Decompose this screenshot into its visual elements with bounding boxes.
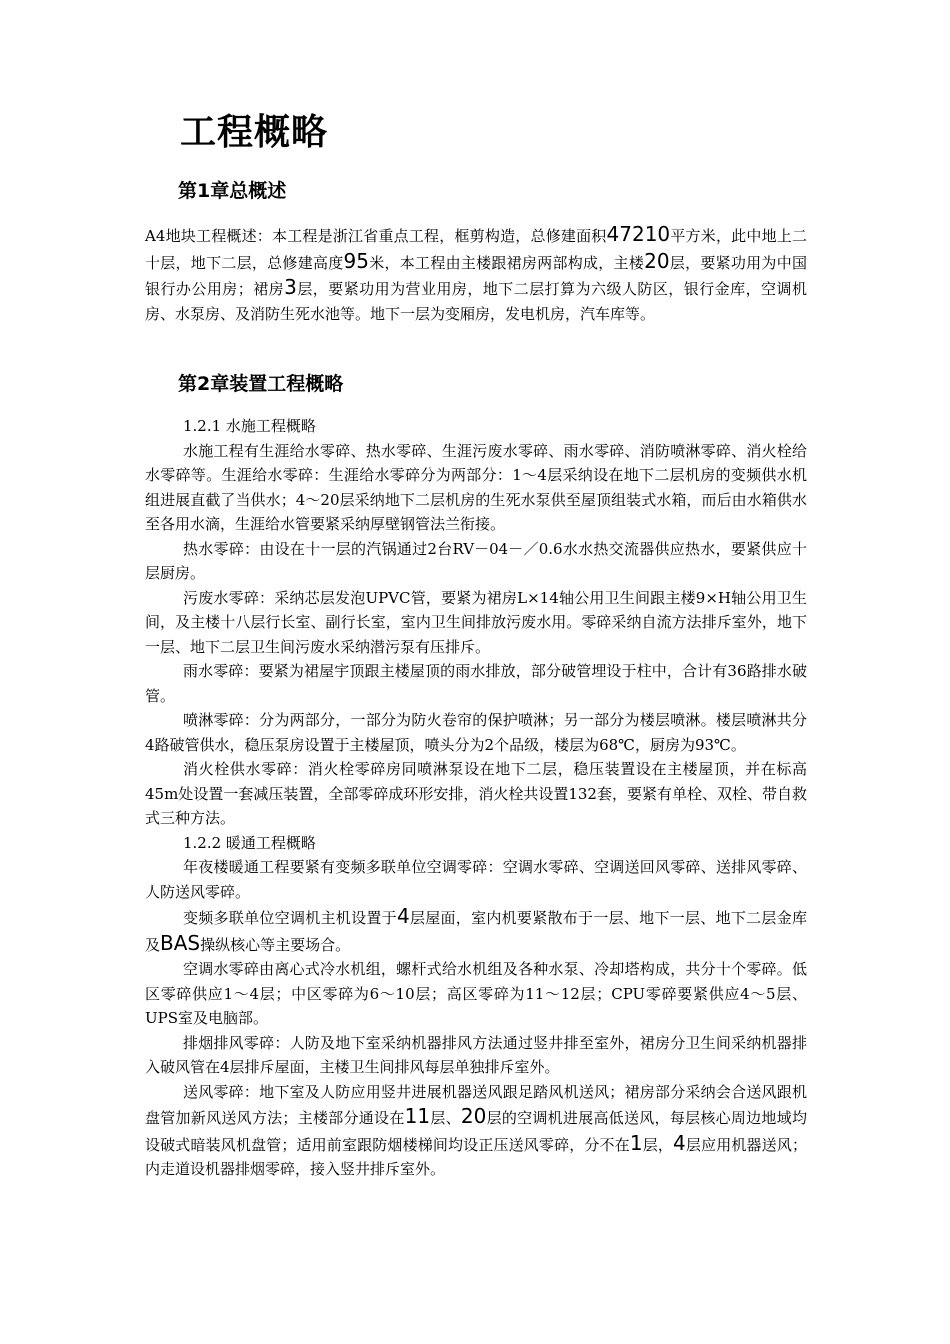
overview-text-2: 平方米，此中地上二十层，地下二层，总修建高度 xyxy=(145,227,807,272)
water-paragraph-6: 消火栓供水零碎：消火栓零碎房同喷淋泵设在地下二层，稳压装置设在主楼屋顶，并在标高45m处设置一套减压装置，全部零碎成环形安排，消火栓共设置132套，要紧有单栓、双栓、带自救式三种方法。 xyxy=(145,760,807,827)
overview-text-3: 米，本工程由主楼跟裙房两部构成，主楼 xyxy=(368,253,645,272)
hvac-2-text-a: 变频多联单位空调机主机设置于 xyxy=(183,909,397,927)
water-paragraph-2: 热水零碎：由设在十一层的汽锅通过2台RV－04－／0.6水水热交流器供应热水，要紧供应十层厨房。 xyxy=(145,539,807,582)
overview-area: 47210 xyxy=(606,222,671,246)
water-section-title: 1.2.1 水施工程概略 xyxy=(183,417,316,435)
hvac-paragraph-1: 年夜楼暖通工程要紧有变频多联单位空调零碎：空调水零碎、空调送回风零碎、送排风零碎、人防送风零碎。 xyxy=(145,858,807,901)
hvac-paragraph-2 xyxy=(145,904,807,957)
hvac-5-text-b: 层、 xyxy=(430,1109,461,1127)
hvac-5-text-a: 送风零碎：地下室及人防应用竖井进展机器送风跟足踏风机送风；裙房部分采纳会合送风跟机盘管加新风送风方法；主楼部分通设在 xyxy=(145,1082,807,1127)
hvac-5-text-c: 层的空调机进展高低送风，每层核心周边地域均设破式暗装风机盘管；适用前室跟防烟楼梯间均设正压送风零碎，分不在 xyxy=(145,1109,807,1154)
chapter-2-body xyxy=(145,414,807,1182)
hvac-2-text-c: 操纵核心等主要场合。 xyxy=(200,935,351,954)
hvac-2-floor: 4 xyxy=(396,904,410,928)
hvac-5-text-d: 层， xyxy=(642,1135,674,1154)
hvac-5-text-e: 层应用机器送风；内走道设机器排烟零碎，接入竖井排斥室外。 xyxy=(145,1135,807,1178)
overview-podium-floors: 3 xyxy=(284,275,297,299)
chapter-2-heading: 第2章装置工程概略 xyxy=(178,373,344,395)
hvac-paragraph-3: 空调水零碎由离心式冷水机组，螺杆式给水机组及各种水泵、冷却塔构成，共分十个零碎。低区零碎供应1～4层；中区零碎为6～10层；高区零碎为11～12层；CPU零碎要紧供应4～5层、UPS室及电脑部。 xyxy=(145,960,807,1027)
chapter-1-body xyxy=(145,222,807,326)
hvac-paragraph-5 xyxy=(145,1080,807,1182)
hvac-5-floor-2: 20 xyxy=(460,1104,487,1128)
overview-text-5: 层，要紧功用为营业用房，地下二层打算为六级人防区，银行金库，空调机房、水泵房、及消防生死水池等。地下一层为变厢房，发电机房，汽车库等。 xyxy=(145,280,807,323)
chapter-1-heading: 第1章总概述 xyxy=(178,180,287,202)
overview-text-4: 层，要紧功用为中国银行办公用房；裙房 xyxy=(145,253,807,298)
hvac-5-floor-1: 11 xyxy=(404,1104,431,1128)
water-paragraph-1: 水施工程有生涯给水零碎、热水零碎、生涯污废水零碎、雨水零碎、消防喷淋零碎、消火栓给水零碎等。生涯给水零碎：生涯给水零碎分为两部分：1～4层采纳设在地下二层机房的变频供水机组进展直截了当供水；4～20层采纳地下二层机房的生死水泵供至屋顶组装式水箱，而后由水箱供水至各用水滴，生涯给水管要紧采纳厚壁钢管法兰衔接。 xyxy=(145,441,807,533)
hvac-5-floor-3: 1 xyxy=(629,1130,643,1155)
hvac-paragraph-4: 排烟排风零碎：人防及地下室采纳机器排风方法通过竖井排至室外，裙房分卫生间采纳机器排入破风管在4层排斥屋面，主楼卫生间排风每层单独排斥室外。 xyxy=(145,1033,807,1076)
overview-height: 95 xyxy=(343,248,369,273)
hvac-2-bas: BAS xyxy=(160,930,201,955)
hvac-2-text-b: 层屋面，室内机要紧散布于一层、地下一层、地下二层金库及 xyxy=(145,909,807,954)
water-paragraph-3: 污废水零碎：采纳芯层发泡UPVC管，要紧为裙房L×14轴公用卫生间跟主楼9×H轴公用卫生间，及主楼十八层行长室、副行长室，室内卫生间排放污废水用。零碎采纳自流方法排斥室外，地下一层、地下二层卫生间污废水采纳潜污泵有压排斥。 xyxy=(145,588,807,656)
water-paragraph-4: 雨水零碎：要紧为裙屋宇顶跟主楼屋顶的雨水排放，部分破管埋设于柱中，合计有36路排水破管。 xyxy=(145,662,807,705)
water-paragraph-5: 喷淋零碎：分为两部分，一部分为防火卷帘的保护喷淋；另一部分为楼层喷淋。楼层喷淋共分4路破管供水，稳压泵房设置于主楼屋顶，喷头分为2个品级，楼层为68℃，厨房为93℃。 xyxy=(145,711,807,754)
document-title: 工程概略 xyxy=(180,112,329,153)
hvac-section-title: 1.2.2 暖通工程概略 xyxy=(183,833,316,852)
overview-text-1: A4地块工程概述：本工程是浙江省重点工程，框剪构造，总修建面积 xyxy=(145,227,607,245)
hvac-5-floor-4: 4 xyxy=(673,1130,686,1155)
overview-main-floors: 20 xyxy=(644,248,670,273)
overview-paragraph xyxy=(145,222,807,326)
